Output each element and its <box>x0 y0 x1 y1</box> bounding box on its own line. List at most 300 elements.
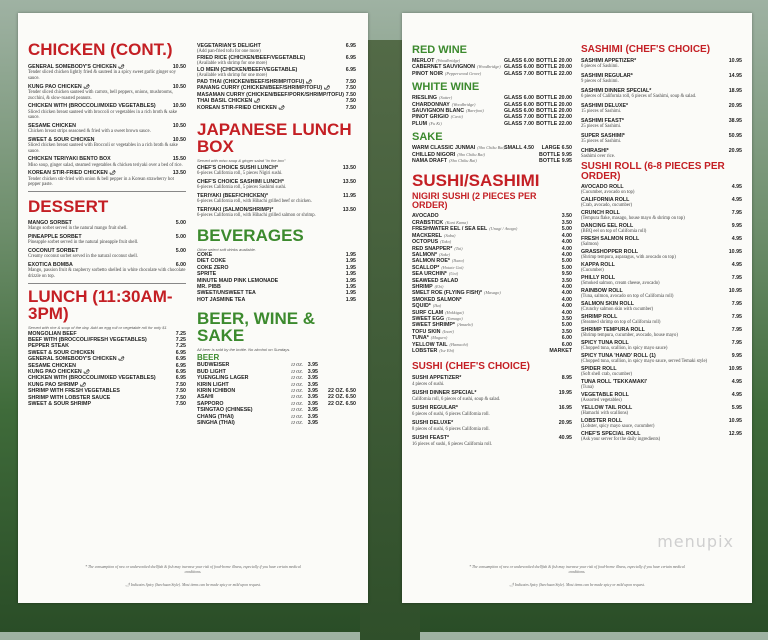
item-name: SASHIMI APPETIZER* <box>581 58 637 64</box>
item-name: SWEET & SOUR CHICKEN <box>28 136 95 143</box>
item-description: (Crab, avocado, cucumber) <box>581 203 633 209</box>
item-name: MINUTE MAID PINK LEMONADE <box>197 277 279 284</box>
item-name: FRIED RICE (CHICKEN/BEEF/VEGETABLE) <box>197 55 306 61</box>
item-note: (Hokkigai) <box>445 309 464 315</box>
menu-item <box>581 392 742 398</box>
item-name: COKE <box>197 252 213 259</box>
item-price: 3.50 <box>561 219 572 226</box>
menu-item <box>28 84 186 90</box>
item-price: 6.95 <box>175 375 186 382</box>
item-name: CALIFORNIA ROLL <box>581 197 630 203</box>
item-price: 4.95 <box>731 379 742 385</box>
item-note: (Hotate Gai) <box>441 264 464 270</box>
item-name: WARM CLASSIC JUNMAI <box>412 145 476 152</box>
item-note: (Pepperwood Grove) <box>444 70 482 76</box>
item-name: AVOCADO ROLL <box>581 184 624 190</box>
menu-item <box>581 184 742 190</box>
item-name: SCALLOP* <box>412 264 440 271</box>
bottle-price: BOTTLE 22.00 <box>536 70 572 77</box>
menu-item <box>581 103 742 109</box>
right-column-1 <box>412 45 572 447</box>
item-price: 7.25 <box>175 336 186 343</box>
item-name: SASHIMI DINNER SPECIAL* <box>581 88 652 94</box>
item-price: 4.00 <box>561 232 572 239</box>
menu-item <box>581 379 742 385</box>
menu-item <box>28 64 186 70</box>
item-price: 6.95 <box>345 55 356 61</box>
item-name: CHICKEN WITH (BROCCOLI/MIXED VEGETABLES) <box>28 375 156 382</box>
item-name: SPICY TUNA 'HAND' ROLL (1) <box>581 353 656 359</box>
menu-item <box>28 248 186 254</box>
item-name: TSINGTAO (CHINESE) <box>197 407 253 414</box>
item-price: 7.25 <box>175 330 186 337</box>
item-price: 10.95 <box>728 418 742 424</box>
item-description: (Crunchy salmon skin with cucumber) <box>581 307 654 313</box>
item-price: 15.50 <box>172 156 186 163</box>
item-name: KOREAN STIR-FRIED CHICKEN 🌶 <box>197 104 285 111</box>
item-name: MERLOT <box>412 58 435 64</box>
item-price: 1.95 <box>345 290 356 297</box>
item-price: 9.95 <box>731 223 742 229</box>
item-description: Mango, passion fruit & raspberry sorbetto shelled in white chocolate with chocolate drizzle on top. <box>28 268 186 279</box>
item-description: 6-pieces California roll, 5 pieces Nigiri sushi. <box>197 171 283 177</box>
item-description: Sliced chicken breast sauteed with Broccoli or vegetables in a rich broth & sake sauce. <box>28 143 178 154</box>
item-description: 6-pieces California roll, with Hibachi grilled salmon or shrimp. <box>197 213 316 219</box>
section-title-sake: SAKE <box>412 131 443 144</box>
item-description: 6-pieces California roll, 5 pieces Sashimi sushi. <box>197 185 287 191</box>
item-description: 6 pieces of sushi, 6 pieces California roll. <box>412 411 490 417</box>
item-price: 7.50 <box>345 98 356 105</box>
item-name: SINGHA (THAI) <box>197 419 235 426</box>
wine-item <box>412 121 572 127</box>
item-name: SHRIMP ROLL <box>581 314 618 320</box>
oz-label: 12 OZ. <box>290 387 303 393</box>
item-description: Chicken breast strips seasoned & fried with a sweet brown sauce. <box>28 129 151 135</box>
item-name: AVOCADO <box>412 213 439 220</box>
oz-label: 12 OZ. <box>290 407 303 413</box>
menu-item <box>581 405 742 411</box>
item-name: LO MEIN (CHICKEN/BEEF/VEGETABLE) <box>197 67 298 73</box>
item-price: 40.95 <box>558 435 572 442</box>
item-note: (Sho Chiku Bai) <box>457 151 485 157</box>
item-price: 3.95 <box>307 381 318 388</box>
item-name: SHRIMP WITH LOBSTER SAUCE <box>28 394 111 401</box>
item-price: 6.00 <box>561 341 572 348</box>
item-price-large: 22 OZ. 6.50 <box>328 400 356 407</box>
item-price: 7.95 <box>731 275 742 281</box>
item-name: SEAWEED SALAD <box>412 277 459 284</box>
item-price: 3.95 <box>307 375 318 382</box>
item-name: TERIYAKI (BEEF/CHICKEN)* <box>197 193 269 200</box>
item-price: 38.95 <box>728 118 742 124</box>
item-description: California roll, 6 pieces of sushi, soup & salad. <box>412 396 501 402</box>
item-description: 9 pieces of Sashimi. <box>581 79 619 85</box>
item-note: (Cavit) <box>450 114 463 120</box>
item-name: OCTOPUS <box>412 239 439 246</box>
menu-page-left <box>18 13 368 603</box>
item-note: (Ikura) <box>451 258 465 264</box>
item-price: 10.50 <box>172 64 186 70</box>
item-name: CHARDONNAY <box>412 101 450 108</box>
item-price: 19.95 <box>558 390 572 397</box>
item-name: SUPER SASHIMI* <box>581 133 625 139</box>
item-name: SAUVIGNON BLANC <box>412 108 465 115</box>
item-name: CABERNET SAUVIGNON <box>412 64 475 71</box>
sashimi-chef-list <box>581 58 742 160</box>
item-price: 7.95 <box>731 301 742 307</box>
item-note: (Saba) <box>444 232 456 238</box>
item-description: (Tuna, salmon, avocado on top of California roll) <box>581 294 674 300</box>
item-name: SASHIMI REGULAR* <box>581 73 633 79</box>
item-name: RAINBOW ROLL <box>581 288 623 294</box>
item-price: 1.95 <box>345 284 356 291</box>
bottle-price: BOTTLE 22.00 <box>536 120 572 127</box>
item-name: PEPPER STEAK <box>28 343 69 350</box>
item-name: KAPPA ROLL <box>581 262 615 268</box>
item-name: FRESHWATER EEL / SEA EEL <box>412 226 488 233</box>
item-description: 25 pieces of Sashimi. <box>581 124 622 130</box>
menu-item <box>412 375 572 381</box>
item-name: KUNG PAO CHICKEN 🌶 <box>28 83 90 90</box>
item-price: 13.50 <box>342 207 356 214</box>
item-note: (Ika) <box>432 303 442 309</box>
item-price: 4.00 <box>561 309 572 316</box>
footer-spicy-note: 🌶 Indicates Spicy (Szechuan Style). Most items can be made spicy or mild upon request. <box>125 583 261 587</box>
section-title-lunch: LUNCH (11:30AM-3PM) <box>28 286 173 323</box>
menu-item <box>581 418 742 424</box>
item-description: (Cucumber) <box>581 268 604 274</box>
item-name: DIET COKE <box>197 258 226 265</box>
item-price: 13.50 <box>172 170 186 177</box>
item-note: (Hamachi) <box>449 341 469 347</box>
section-title-red-wine: RED WINE <box>412 44 467 56</box>
item-price-large: 22 OZ. 6.50 <box>328 394 356 401</box>
wine-item <box>412 158 572 164</box>
item-name: CHILLED NIGORI <box>412 151 456 158</box>
item-price: 4.00 <box>561 283 572 290</box>
item-name: SPICY TUNA ROLL <box>581 340 629 346</box>
item-name: HOT JASMINE TEA <box>197 296 246 303</box>
sushi-roll-list <box>581 184 742 443</box>
item-price: 12.95 <box>728 431 742 437</box>
item-price: 7.50 <box>175 401 186 408</box>
item-name: BUDWEISER <box>197 362 230 369</box>
item-description: (Available with shrimp for one more) <box>197 73 268 79</box>
item-name: CRUNCH ROLL <box>581 210 620 216</box>
item-price: 16.95 <box>558 405 572 412</box>
menu-item <box>581 236 742 242</box>
right-column-2 <box>581 45 742 443</box>
item-name: GRASSHOPPER ROLL <box>581 249 639 255</box>
item-name: LOBSTER <box>412 348 438 354</box>
item-description: 4 pieces of sushi. <box>412 381 445 387</box>
dessert-list <box>28 220 186 280</box>
bottle-price: BOTTLE 20.00 <box>536 101 572 108</box>
item-name: YUENGLING LAGER <box>197 375 249 382</box>
item-price: 6.95 <box>175 362 186 369</box>
item-name: PHILLY ROLL <box>581 275 616 281</box>
item-name: CHEF'S CHOICE SASHIMI LUNCH* <box>197 179 284 186</box>
item-name: KIRIN LIGHT <box>197 381 229 388</box>
item-name: TOFU SKIN <box>412 328 441 335</box>
item-price: 7.95 <box>731 327 742 333</box>
footer-spicy-note: 🌶 Indicates Spicy (Szechuan Style). Most items can be made spicy or mild upon request. <box>509 583 645 587</box>
item-name: PINEAPPLE SORBET <box>28 233 82 240</box>
item-name: COKE ZERO <box>197 264 229 271</box>
item-description: (Assorted vegetables) <box>581 398 622 404</box>
item-description: (Available with shrimp for one more) <box>197 61 268 67</box>
item-name: NAMA DRAFT <box>412 158 448 165</box>
item-name: BEEF WITH (BROCCOLI/FRESH VEGETABLES) <box>28 336 147 343</box>
item-price: 9.50 <box>561 271 572 278</box>
item-name: SALMON* <box>412 251 438 258</box>
item-name: SASHIMI FEAST* <box>581 118 624 124</box>
item-description: Tender chicken stir-fried with onion & bell pepper in a Korean strawberry hot pepper paste. <box>28 176 174 188</box>
menu-item <box>197 297 356 303</box>
item-name: SQUID* <box>412 303 431 310</box>
item-price: 4.00 <box>561 239 572 246</box>
white-wine-list <box>412 95 572 127</box>
item-price: 3.95 <box>307 394 318 401</box>
item-price: 4.00 <box>561 251 572 258</box>
item-price: 3.95 <box>307 368 318 375</box>
menu-item <box>28 137 186 143</box>
item-note: (Sho Chiku Bai) <box>477 145 505 151</box>
item-price: 4.00 <box>561 303 572 310</box>
menu-item <box>197 193 356 199</box>
item-name: SMELT ROE (FLYING FISH)* <box>412 290 483 297</box>
divider <box>28 191 186 192</box>
item-name: KOREAN STIR-FRIED CHICKEN 🌶 <box>28 170 116 177</box>
sake-list <box>412 145 572 164</box>
glass-price: GLASS 6.00 <box>503 101 534 108</box>
section-title-beverages: BEVERAGES <box>197 226 304 246</box>
menu-item <box>581 431 742 437</box>
glass-price: GLASS 7.00 <box>503 120 534 127</box>
sushi-chef-list <box>412 375 572 447</box>
item-description: Miso soup, ginger salad, steamed vegetables & chicken teriyaki over a bed of rice. <box>28 162 183 168</box>
item-price: 14.95 <box>728 73 742 79</box>
item-description: Mango sorbet served in the natural mango fruit shell. <box>28 226 128 232</box>
menu-item <box>581 366 742 372</box>
item-name: RIESLING <box>412 95 438 102</box>
menu-item <box>197 55 356 61</box>
menu-item <box>412 420 572 426</box>
item-price: 1.95 <box>345 271 356 278</box>
item-name: CHANG (THAI) <box>197 413 234 420</box>
menu-item <box>197 105 356 111</box>
item-description: (Salmon) <box>581 242 599 248</box>
item-price: 20.95 <box>558 420 572 427</box>
item-name: SURF CLAM <box>412 309 444 316</box>
menu-item <box>197 207 356 213</box>
section-title-sushi-chef: SUSHI (CHEF'S CHOICE) <box>412 361 530 373</box>
item-name: PINOT NOIR <box>412 70 443 77</box>
item-price: 6.95 <box>345 43 356 49</box>
bottle-price: BOTTLE 20.00 <box>536 95 572 102</box>
watermark: menupix <box>657 532 734 551</box>
item-price: 1.95 <box>345 277 356 284</box>
item-name: SPRITE <box>197 271 217 278</box>
item-name: PANANG CURRY (CHICKEN/BEEF/SHRIMP/TOFU) 🌶 <box>197 85 331 92</box>
glass-price: GLASS 6.00 <box>503 108 534 115</box>
item-note: (Maguro) <box>430 335 448 341</box>
item-name: EXOTICA BOMBA <box>28 261 73 268</box>
item-name: GENERAL SOMEBODY'S CHICKEN 🌶 <box>28 356 125 363</box>
item-price: 7.50 <box>175 381 186 388</box>
menu-item <box>197 179 356 185</box>
bottle-price: BOTTLE 20.00 <box>536 58 572 64</box>
item-price: 6.00 <box>561 335 572 342</box>
item-price: 10.50 <box>172 83 186 90</box>
bottle-price: BOTTLE 22.00 <box>536 114 572 121</box>
item-description: 16 pieces of sushi, 6 pieces California roll. <box>412 441 493 447</box>
section-title-dessert: DESSERT <box>28 196 109 216</box>
item-name: SUSHI DELUXE* <box>412 420 454 427</box>
item-price: 1.95 <box>345 296 356 303</box>
bottle-price: BOTTLE 9.95 <box>539 158 572 165</box>
menu-page-right <box>402 13 752 603</box>
menu-item <box>197 165 356 171</box>
item-name: MANGO SORBET <box>28 219 72 226</box>
japanese-lunch-list <box>197 165 356 219</box>
item-price: 3.50 <box>561 277 572 284</box>
item-price: 6.00 <box>175 261 186 268</box>
item-price: 6.95 <box>175 349 186 356</box>
item-price: 5.00 <box>561 258 572 265</box>
item-name: SWEET & SOUR CHICKEN <box>28 349 95 356</box>
nigiri-subtitle: NIGIRI SUSHI (2 PIECES PER ORDER) <box>412 191 537 211</box>
menu-item <box>581 88 742 94</box>
item-price: 10.95 <box>728 58 742 64</box>
item-description: Pineapple sorbet served in the natural pineapple fruit shell. <box>28 240 139 246</box>
menu-item <box>581 275 742 281</box>
item-price: MARKET <box>549 348 572 354</box>
item-note: (Sho Chiku Bai) <box>449 158 477 164</box>
item-description: (Hamachi with scallions) <box>581 411 629 417</box>
item-note: (Unagi / Anago) <box>489 226 518 232</box>
item-note: (Woodbridge) <box>451 101 476 107</box>
divider <box>28 283 186 284</box>
item-price: 7.95 <box>731 210 742 216</box>
item-description: (Cucumber, avocado on top) <box>581 190 635 196</box>
item-name: MASAMAN CURRY (CHICKEN/BEEF/PORK/SHRIMP/TOFU) <box>197 91 345 98</box>
chicken-list <box>28 64 186 188</box>
item-name: CRABSTICK <box>412 219 444 226</box>
glass-price: GLASS 7.00 <box>503 114 534 121</box>
item-note: (Ebi) <box>434 283 444 289</box>
item-name: VEGETABLE ROLL <box>581 392 629 398</box>
item-note: (Sake) <box>439 251 450 257</box>
item-name: SASHIMI DELUXE* <box>581 103 629 109</box>
item-description: (Tuna) <box>581 385 594 391</box>
item-description: (Chopped tuna, scallion, in spicy mayo sauce) <box>581 346 668 352</box>
menu-item <box>581 340 742 346</box>
item-note: (Amaebi) <box>456 322 473 328</box>
menu-item <box>28 401 186 407</box>
glass-price: GLASS 6.00 <box>503 58 534 64</box>
item-name: PAD THAI (CHICKEN/BEEF/SHRIMP/TOFU) 🌶 <box>197 79 313 85</box>
item-name: SESAME CHICKEN <box>28 362 76 369</box>
item-name: PLUM <box>412 120 428 127</box>
item-name: DANCING EEL ROLL <box>581 223 634 229</box>
lunch-subtitle: Served with rice & soup of the day. Add an egg roll or vegetable roll for only $1 <box>28 324 167 330</box>
oz-label: 12 OZ. <box>290 381 303 387</box>
item-name: SHRIMP WITH FRESH VEGETABLES <box>28 388 120 395</box>
red-wine-list <box>412 58 572 77</box>
oz-label: 12 OZ. <box>290 419 303 425</box>
item-price: 20.95 <box>728 103 742 109</box>
item-price: 1.95 <box>345 264 356 271</box>
item-name: MR. PIBB <box>197 284 221 291</box>
item-price: 6.95 <box>345 67 356 73</box>
item-description: Creamy coconut sorbet served in the natural coconut shell. <box>28 254 138 260</box>
item-price: 13.50 <box>342 165 356 172</box>
glass-price: SMALL 4.50 <box>504 145 534 152</box>
item-name: KUNG PAO CHICKEN 🌶 <box>28 369 90 375</box>
item-name: SPIDER ROLL <box>581 366 617 372</box>
nigiri-list <box>412 213 572 354</box>
item-description: 6 pieces of California roll, 6 pieces of Sashimi, soup & salad. <box>581 94 697 100</box>
item-note: (Ise Ebi) <box>439 348 455 353</box>
menu-item <box>28 170 186 176</box>
item-name: SUSHI FEAST* <box>412 435 450 442</box>
item-price: 10.50 <box>172 136 186 143</box>
oz-label: 12 OZ. <box>290 413 303 419</box>
item-name: SALMON SKIN ROLL <box>581 301 634 307</box>
item-note: (Inari) <box>442 328 454 334</box>
menu-item <box>581 197 742 203</box>
item-description: Tender sliced chicken sauteed with carrots, bell peppers, onions, mushrooms, zucchini, & slow-roasted peanuts. <box>28 90 173 101</box>
item-description: 6 pieces of Sashimi. <box>581 64 619 70</box>
item-price: 10.95 <box>728 288 742 294</box>
beer-title: BEER <box>197 353 220 363</box>
item-name: SWEET EGG <box>412 315 445 322</box>
item-name: MACKEREL <box>412 232 443 239</box>
item-description: (Ask your server for the daily ingredients) <box>581 437 661 443</box>
item-name: VEGETARIAN'S DELIGHT <box>197 43 261 49</box>
item-name: CHIRASHI* <box>581 148 609 154</box>
menu-item <box>581 210 742 216</box>
item-description: 15 pieces of Sashimi. <box>581 109 622 115</box>
beverages-subtitle: Other select soft drinks available. <box>197 247 256 253</box>
item-name: CHICKEN WITH (BROCCOLI/MIXED VEGETABLES) <box>28 103 156 110</box>
item-description: 35 pieces of Sashimi. <box>581 139 622 145</box>
section-title-japanese-lunch: JAPANESE LUNCH BOX <box>197 120 352 157</box>
menu-item <box>412 348 572 354</box>
item-name: SMOKED SALMON* <box>412 296 462 303</box>
item-name: MONGOLIAN BEEF <box>28 330 77 337</box>
item-price: 4.00 <box>561 296 572 303</box>
item-price: 9.95 <box>731 353 742 359</box>
glass-price: GLASS 7.00 <box>503 70 534 77</box>
beer-list <box>197 362 356 426</box>
item-price: 8.95 <box>561 375 572 382</box>
item-price: 4.95 <box>731 184 742 190</box>
menu-item <box>581 58 742 64</box>
menu-item <box>28 220 186 226</box>
item-name: TUNA* <box>412 335 429 342</box>
japanese-lunch-subtitle: Served with miso soup & ginger salad "to the box" <box>197 158 286 164</box>
bottle-price: LARGE 6.50 <box>541 145 572 152</box>
item-note: (Tamago) <box>446 315 463 321</box>
item-name: KIRIN ICHIBON <box>197 387 236 394</box>
item-price: 10.95 <box>728 249 742 255</box>
item-name: SUSHI APPETIZER* <box>412 375 462 382</box>
menu-item <box>581 148 742 154</box>
item-name: RED SNAPPER* <box>412 245 453 252</box>
item-description: (Steamed shrimp on top of California roll) <box>581 320 661 326</box>
